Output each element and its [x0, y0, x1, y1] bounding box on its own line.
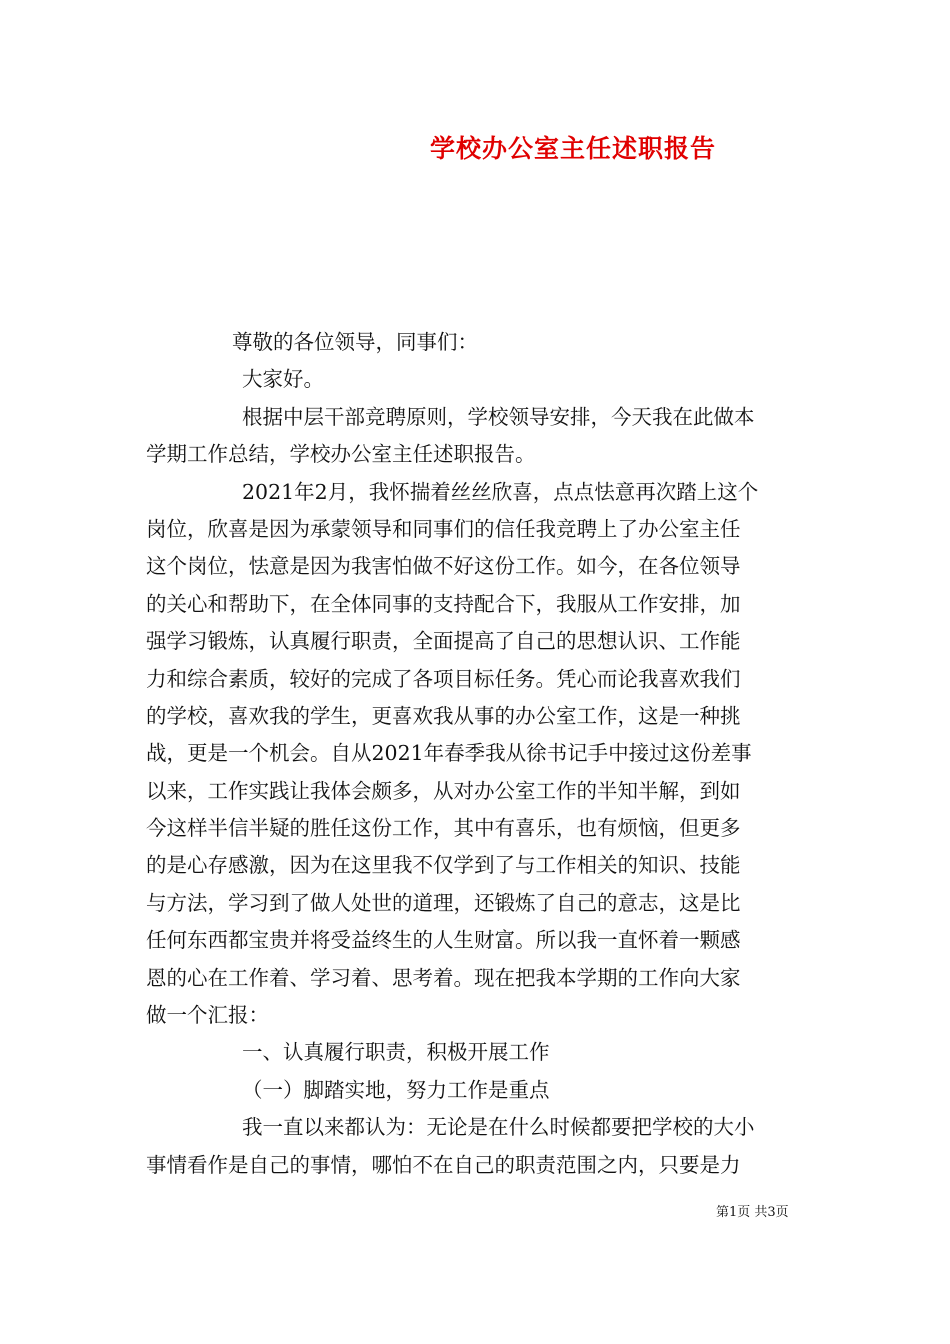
body-line: 这个岗位，怯意是因为我害怕做不好这份工作。如今，在各位领导 [146, 554, 741, 579]
body-line: 2021年2月，我怀揣着丝丝欣喜，点点怯意再次踏上这个 [242, 479, 759, 504]
body-line: 今这样半信半疑的胜任这份工作，其中有喜乐，也有烦恼，但更多 [146, 816, 741, 841]
body-line: 做一个汇报： [146, 1003, 269, 1028]
body-line: 尊敬的各位领导，同事们： [232, 330, 478, 354]
page-footer: 第1页 共3页 [716, 1205, 789, 1220]
body-line: 恩的心在工作着、学习着、思考着。现在把我本学期的工作向大家 [146, 965, 741, 990]
body-line: 任何东西都宝贵并将受益终生的人生财富。所以我一直怀着一颗感 [146, 928, 741, 953]
body-line: 我一直以来都认为：无论是在什么时候都要把学校的大小 [242, 1115, 755, 1140]
document-body [146, 324, 812, 1184]
body-line: 的是心存感激，因为在这里我不仅学到了与工作相关的知识、技能 [146, 853, 741, 878]
body-line: 的学校，喜欢我的学生，更喜欢我从事的办公室工作，这是一种挑 [146, 703, 741, 728]
body-line: 以来，工作实践让我体会颇多，从对办公室工作的半知半解，到如 [146, 778, 741, 803]
body-line: 事情看作是自己的事情，哪怕不在自己的职责范围之内，只要是力 [146, 1152, 741, 1177]
body-line: 根据中层干部竞聘原则，学校领导安排，今天我在此做本 [242, 404, 755, 429]
body-line: 学期工作总结，学校办公室主任述职报告。 [146, 442, 536, 467]
body-line: 与方法，学习到了做人处世的道理，还锻炼了自己的意志，这是比 [146, 890, 741, 915]
body-line: 力和综合素质，较好的完成了各项目标任务。凭心而论我喜欢我们 [146, 666, 741, 691]
body-line: （一）脚踏实地，努力工作是重点 [242, 1077, 550, 1102]
body-line: 强学习锻炼，认真履行职责，全面提高了自己的思想认识、工作能 [146, 629, 741, 654]
body-line: 大家好。 [242, 367, 324, 392]
body-line: 一、认真履行职责，积极开展工作 [242, 1040, 550, 1065]
body-line: 岗位，欣喜是因为承蒙领导和同事们的信任我竞聘上了办公室主任 [146, 516, 741, 541]
body-line: 的关心和帮助下，在全体同事的支持配合下，我服从工作安排，加 [146, 591, 741, 616]
document-title: 学校办公室主任述职报告 [430, 134, 717, 163]
body-line: 战，更是一个机会。自从2021年春季我从徐书记手中接过这份差事 [146, 741, 752, 766]
